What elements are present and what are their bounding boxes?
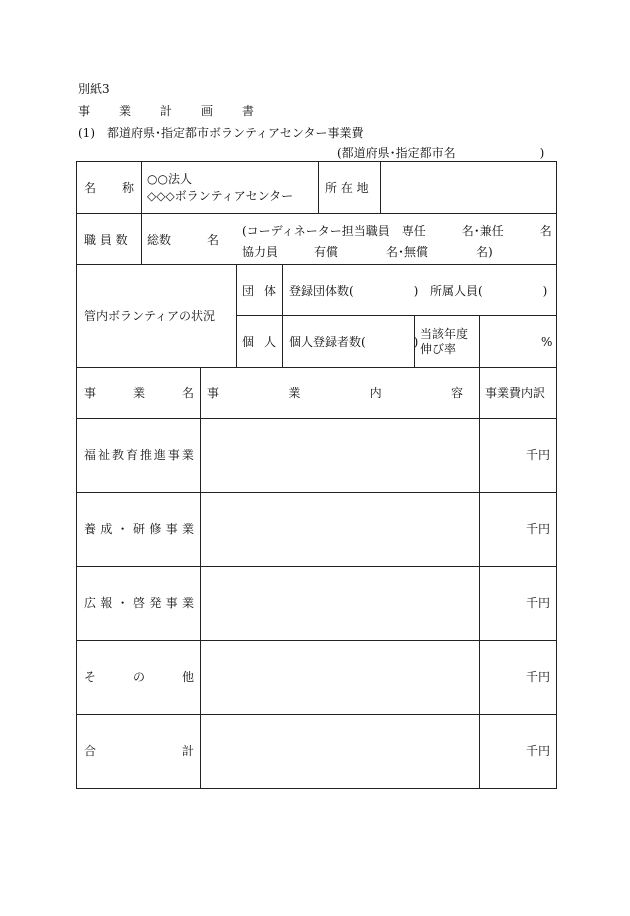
document-title: 事 業 計 画 書 — [78, 104, 254, 118]
prefecture-name-line: (都道府県･指定都市名 ) — [337, 146, 545, 160]
row-total-name: 合 計 — [84, 744, 194, 758]
volunteer-status-label: 管内ボランティアの状況 — [84, 309, 216, 323]
header-business-name: 事 業 名 — [84, 386, 194, 400]
row-total-cost-unit: 千円 — [526, 744, 551, 758]
registered-individuals-field: 個人登録者数( ) — [289, 335, 419, 349]
header-cost-breakdown: 事業費内訳 — [485, 386, 546, 400]
individual-label: 個 人 — [242, 335, 276, 349]
attachment-label: 別紙3 — [78, 82, 110, 96]
assistant-staff-line: 協力員 有償 名･無償 名) — [242, 245, 493, 259]
address-label: 所 在 地 — [325, 181, 369, 195]
registered-groups-field: 登録団体数( ) — [289, 284, 419, 298]
group-label: 団 体 — [242, 284, 276, 298]
group-members-field: 所属人員( ) — [430, 284, 548, 298]
organization-name-line1: ○○法人 — [147, 172, 192, 186]
coordinator-staff-line: (コーディネーター担当職員 専任 名･兼任 名 — [242, 224, 552, 238]
growth-rate-label-line1: 当該年度 — [420, 327, 469, 341]
organization-name-line2: ◇◇◇ボランティアセンター — [147, 189, 294, 203]
total-staff-label: 総数 — [147, 233, 172, 247]
row-welfare-education-name: 福 祉 教 育 推 進 事 業 — [84, 448, 194, 462]
row-training-cost-unit: 千円 — [526, 522, 551, 536]
total-staff-unit: 名 — [207, 233, 220, 247]
growth-rate-label-line2: 伸び率 — [420, 342, 457, 356]
header-business-content: 事 業 内 容 — [207, 386, 463, 400]
name-label: 名 称 — [84, 181, 134, 195]
section-heading: (1) 都道府県･指定都市ボランティアセンター事業費 — [78, 126, 364, 140]
row-public-relations-name: 広 報 ・ 啓 発 事 業 — [84, 596, 194, 610]
row-welfare-education-cost-unit: 千円 — [526, 448, 551, 462]
row-public-relations-cost-unit: 千円 — [526, 596, 551, 610]
row-other-cost-unit: 千円 — [526, 670, 551, 684]
row-other-name: そ の 他 — [84, 670, 194, 684]
staff-count-label: 職 員 数 — [84, 233, 128, 247]
row-training-name: 養 成 ・ 研 修 事 業 — [84, 522, 194, 536]
growth-rate-unit: % — [541, 335, 553, 349]
